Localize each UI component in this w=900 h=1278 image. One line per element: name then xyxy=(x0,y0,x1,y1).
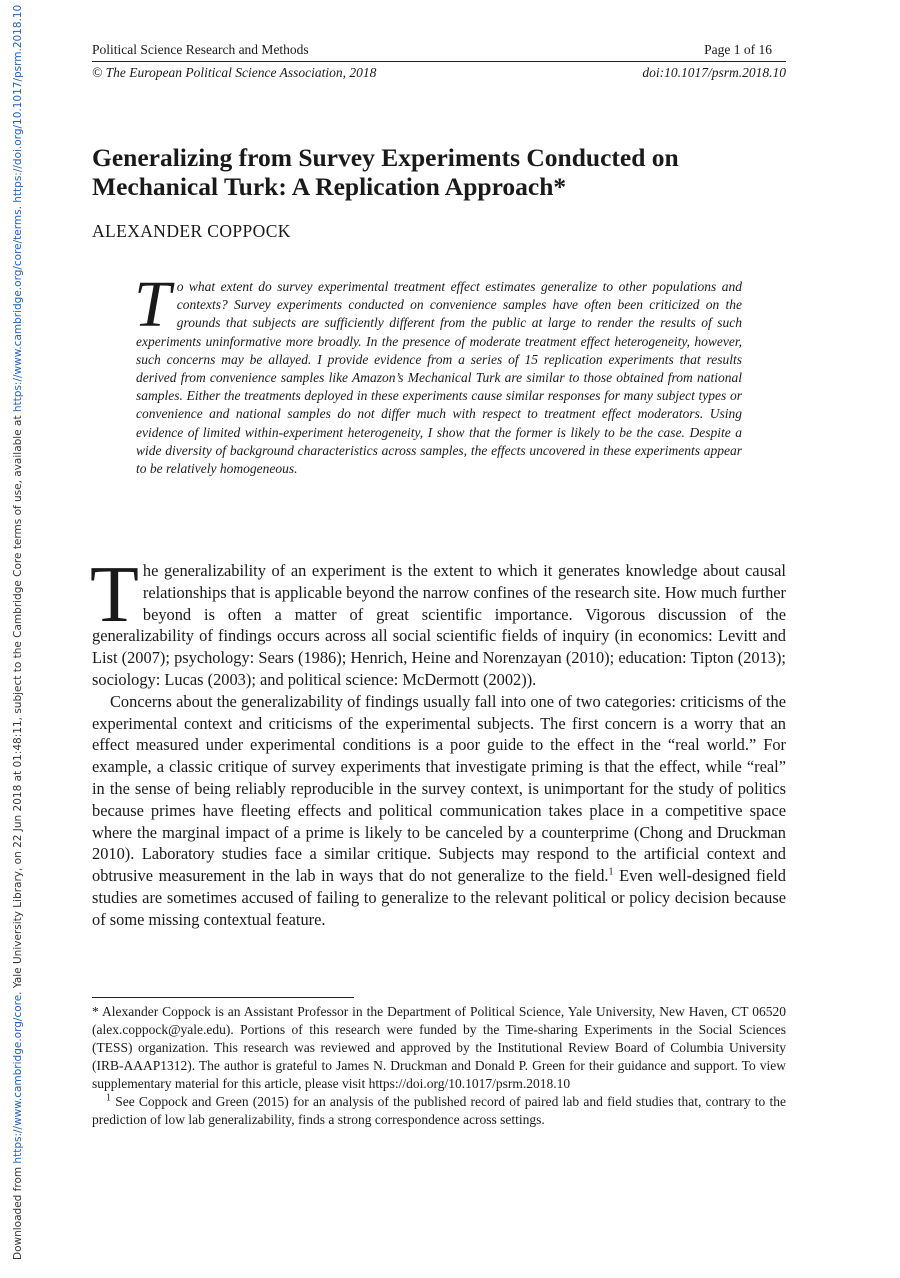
header-meta xyxy=(92,65,786,81)
paragraph-2-tail: Even well-designed field studies are sometimes accused of failing to generalize to the relevant political or policy decision because of some missing contextual feature. xyxy=(92,866,786,929)
footnote-1-text: See Coppock and Green (2015) for an analysis of the published record of paired lab and field studies that, contrary to the prediction of low lab generalizability, finds a strong correspondence across settings. xyxy=(92,1094,786,1127)
terms-link[interactable]: https://www.cambridge.org/core/terms xyxy=(12,209,24,413)
cambridge-core-link[interactable]: https://www.cambridge.org/core xyxy=(12,994,24,1164)
paragraph-1-text: he generalizability of an experiment is the extent to which it generates knowledge about causal relationships that is applicable beyond the narrow confines of the research site. How much further beyond is often a matter of great scientific importance. Vigorous discussion of the generalizability of findings occurs across all social scientific fields of inquiry (in economics: Levitt and List (2007); psychology: Sears (1986); Henrich, Heine and Norenzayan (2010); education: Tipton (2013); sociology: Lucas (2003); and political science: McDermott (2002)). xyxy=(92,561,786,689)
body-text xyxy=(90,551,786,931)
paragraph-2-text: Concerns about the generalizability of findings usually fall into one of two categories: criticisms of the experimental context and criticisms of the experimental subjects. The first concern is a worry that an effect measured under experimental conditions is a poor guide to the effect in the “real world.” For example, a classic critique of survey experiments that investigate priming is that the effect, while “real” in the sense of being reliably reproducible in the survey context, is unimportant for the study of politics because primes have fleeting effects and political communication takes place in a competitive space where the marginal impact of a prime is likely to be canceled by a counterprime (Chong and Druckman 2010). Laboratory studies face a similar critique. Subjects may respond to the artificial context and obtrusive measurement in the lab in ways that do not generalize to the field. xyxy=(92,691,786,886)
author-name: ALEXANDER COPPOCK xyxy=(92,221,291,241)
footnote-divider xyxy=(92,997,354,998)
body-dropcap: T xyxy=(90,551,139,639)
copyright-notice: © The European Political Science Association, 2018 xyxy=(92,65,377,80)
running-header xyxy=(92,40,786,62)
download-notice xyxy=(6,4,30,1260)
footnote-1 xyxy=(92,1093,786,1129)
paragraph-1 xyxy=(90,551,786,691)
author-footnote: * Alexander Coppock is an Assistant Professor in the Department of Political Science, Yale University, New Haven, CT 06520 (alex.coppock@yale.edu). Portions of this research were funded by the Time-sharing Experiments in the Social Sciences (TESS) organization. This research was reviewed and approved by the Institutional Review Board of Columbia University (IRB-AAAP1312). The author is grateful to James N. Druckman and Donald P. Green for their guidance and support. To view supplementary material for this article, please visit https://doi.org/10.1017/psrm.2018.10 xyxy=(92,1004,786,1091)
footnotes xyxy=(92,1003,786,1129)
download-notice-middle: . Yale University Library, on 22 Jun 2018 at 01:48:11, subject to the Cambridge Core terms of use, available at xyxy=(12,412,24,995)
download-notice-sep: . xyxy=(12,202,24,210)
download-notice-prefix: Downloaded from xyxy=(12,1163,24,1260)
abstract-text: o what extent do survey experimental treatment effect estimates generalize to other populations and contexts? Survey experiments conducted on convenience samples have often been criticized on the grounds that subjects are sufficiently different from the public at large to render the results of such experiments uninformative more broadly. In the presence of moderate treatment effect heterogeneity, however, such concerns may be allayed. I provide evidence from a series of 15 replication experiments that results derived from convenience samples like Amazon’s Mechanical Turk are similar to those obtained from national samples. Either the treatments deployed in these experiments cause similar responses for many subject types or convenience and national samples do not differ much with respect to treatment effect moderators. Using evidence of limited within-experiment heterogeneity, I show that the former is likely to be the case. Despite a wide diversity of background characteristics across samples, the effects uncovered in these experiments appear to be relatively homogeneous. xyxy=(136,279,742,477)
footnote-1-number: 1 xyxy=(106,1092,111,1104)
abstract-dropcap: T xyxy=(134,268,171,341)
article-title: Generalizing from Survey Experiments Conducted on Mechanical Turk: A Replication Approach* xyxy=(92,143,679,201)
page-number: Page 1 of 16 xyxy=(704,42,772,57)
article-doi: doi:10.1017/psrm.2018.10 xyxy=(642,65,786,80)
footnote-ref-1[interactable]: 1 xyxy=(608,866,614,878)
journal-name: Political Science Research and Methods xyxy=(92,42,309,57)
paragraph-2 xyxy=(92,691,786,931)
doi-link[interactable]: https://doi.org/10.1017/psrm.2018.10 xyxy=(12,4,24,203)
abstract xyxy=(134,268,742,478)
